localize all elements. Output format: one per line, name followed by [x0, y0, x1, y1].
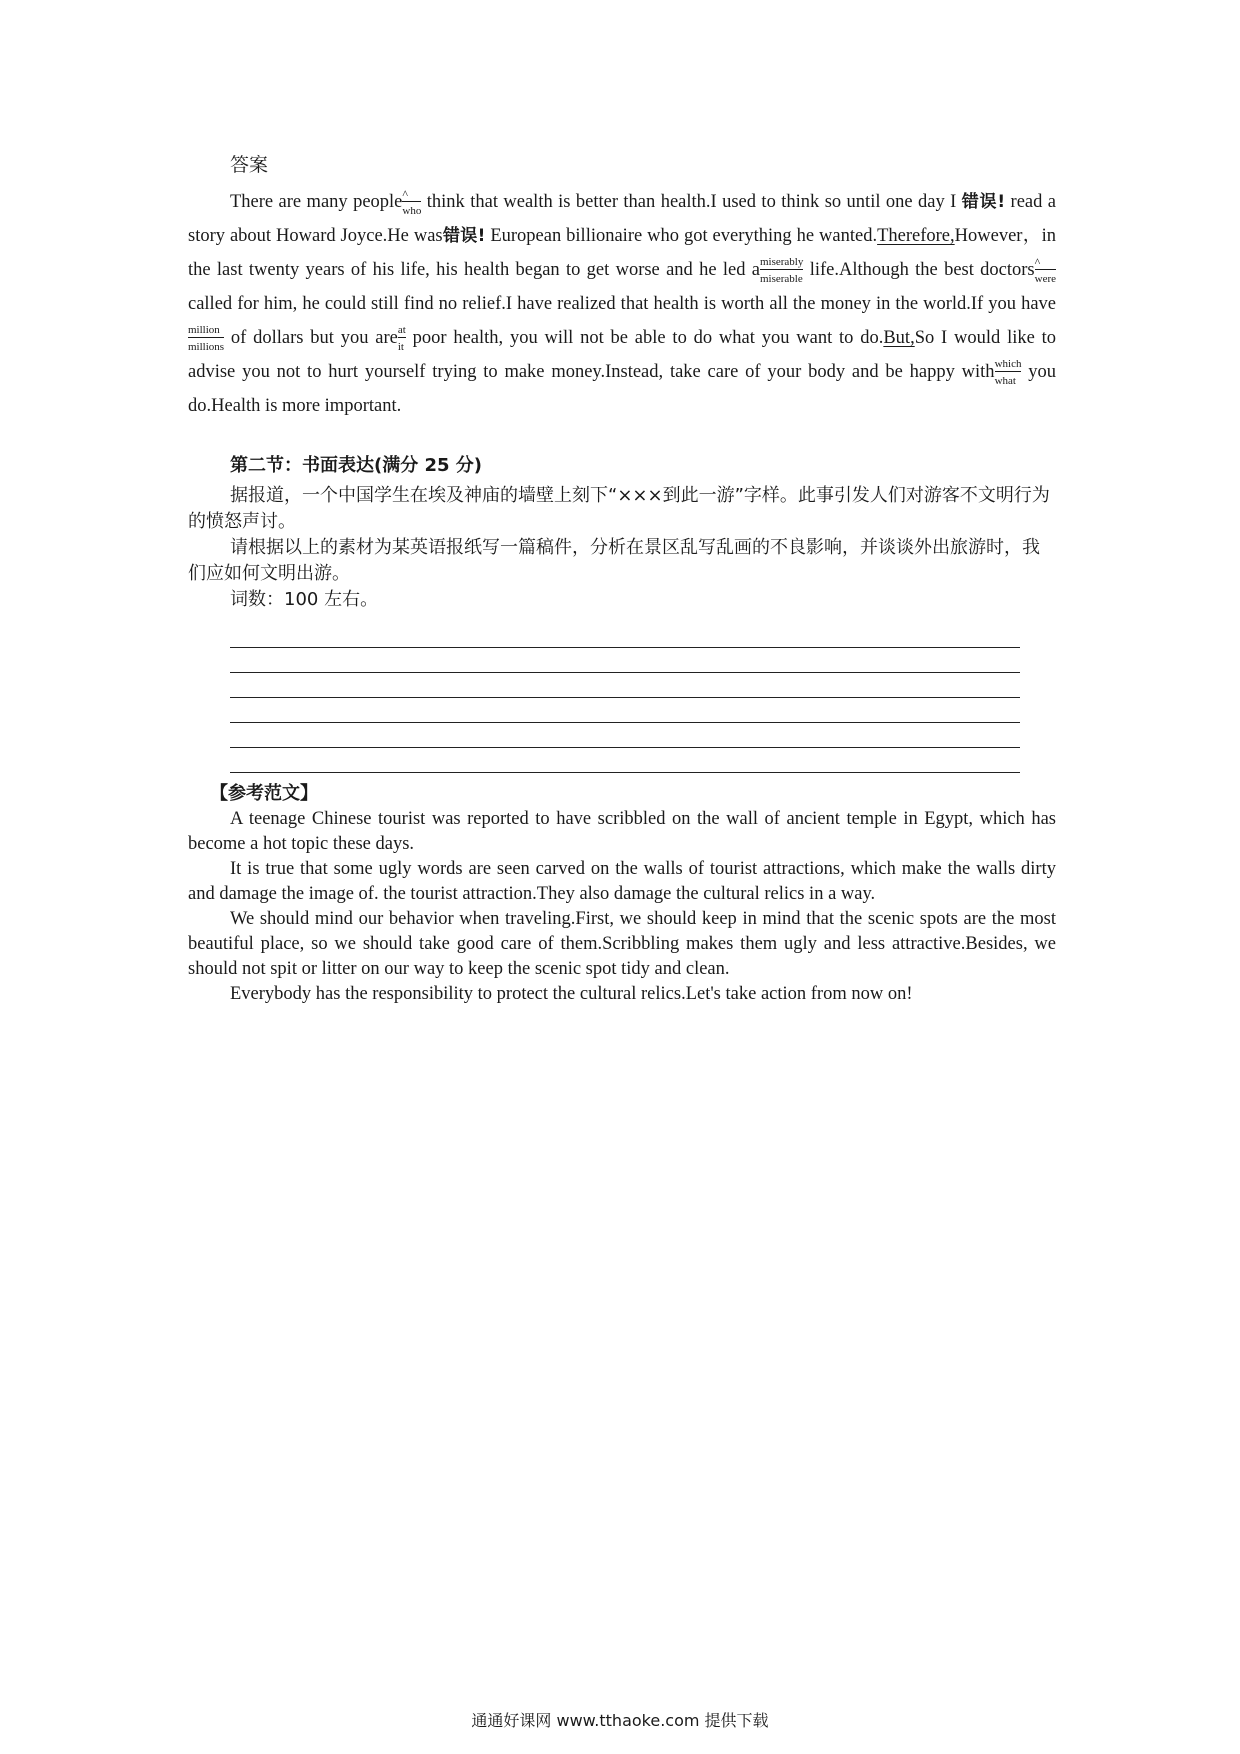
correction-it: $\frac{at}{it}$ [397, 324, 406, 354]
prompt-line: 据报道，一个中国学生在埃及神庙的墙壁上刻下“×××到此一游”字样。此事引发人们对游客不文明行为的愤怒声讨。 [188, 485, 1050, 532]
essay-paragraph: Everybody has the responsibility to protect the cultural relics.Let's take action from now on! [230, 984, 913, 1004]
writing-line [230, 723, 1020, 748]
answer-text: think that wealth is better than health.I used to think so until one day I [426, 192, 957, 212]
writing-line [230, 623, 1020, 648]
essay-paragraph: It is true that some ugly words are seen carved on the walls of tourist attractions, which make the walls dirty and damage the image of. the tourist attraction.They also damage the cultural relics in a way. [188, 859, 1056, 904]
writing-line [230, 748, 1020, 773]
correction-millions: million millions [188, 324, 225, 354]
essay-paragraph: We should mind our behavior when traveling.First, we should keep in mind that the scenic spots are the most beautiful place, so we should take good care of them.Scribbling makes them ugly and less attractive.Besides, we should not spit or litter on our way to keep the scenic spot tidy and clean. [188, 909, 1056, 979]
correction-who: ^ who [402, 187, 422, 218]
answer-heading: 答案 [230, 155, 269, 176]
error-marker: 错误! [961, 192, 1006, 212]
writing-lines [230, 623, 1020, 773]
answer-text: read a story about Howard Joyce.He was [188, 192, 1056, 246]
writing-line [230, 698, 1020, 723]
answer-text: called for him, he could still find no relief.I have realized that health is worth all the money in the world.If you have [188, 294, 1056, 314]
answer-text: you do.Health is more important. [188, 362, 1057, 416]
answer-text: of dollars but you are [230, 328, 398, 348]
writing-section [188, 451, 1056, 1007]
answer-paragraph [188, 185, 1056, 423]
deleted-word: Therefore, [877, 226, 955, 246]
answer-text: However，in the last twenty years of his life, his health began to get worse and he led a [188, 226, 1056, 280]
essay-paragraph: A teenage Chinese tourist was reported to have scribbled on the wall of ancient temple in Egypt, which has become a hot topic these days. [188, 809, 1056, 854]
correction-what: which what [994, 358, 1022, 388]
deleted-word: But, [883, 328, 915, 348]
answer-text: European billionaire who got everything he wanted. [490, 226, 878, 246]
document-page [188, 150, 1056, 1007]
correction-miserable: miserably miserable [759, 256, 804, 286]
answer-text: life.Although the best doctors [809, 260, 1035, 280]
footer-watermark: 通通好课网 www.tthaoke.com 提供下载 [471, 1711, 769, 1730]
writing-line [230, 673, 1020, 698]
answer-text: poor health, you will not be able to do what you want to do. [412, 328, 884, 348]
answer-text: So I would like to advise you not to hurt yourself trying to make money.Instead, take care of your body and be happy with [188, 328, 1057, 382]
word-count: 词数：100 左右。 [230, 589, 379, 610]
correction-were: ^ were [1034, 255, 1057, 286]
writing-line [230, 648, 1020, 673]
section-title: 第二节：书面表达(满分 25 分) [230, 455, 483, 476]
prompt-line: 请根据以上的素材为某英语报纸写一篇稿件，分析在景区乱写乱画的不良影响，并谈谈外出旅游时，我们应如何文明出游。 [188, 537, 1040, 584]
reference-title: 【参考范文】 [210, 783, 318, 804]
answer-text: There are many people [230, 192, 403, 212]
error-marker: 错误! [442, 226, 486, 246]
